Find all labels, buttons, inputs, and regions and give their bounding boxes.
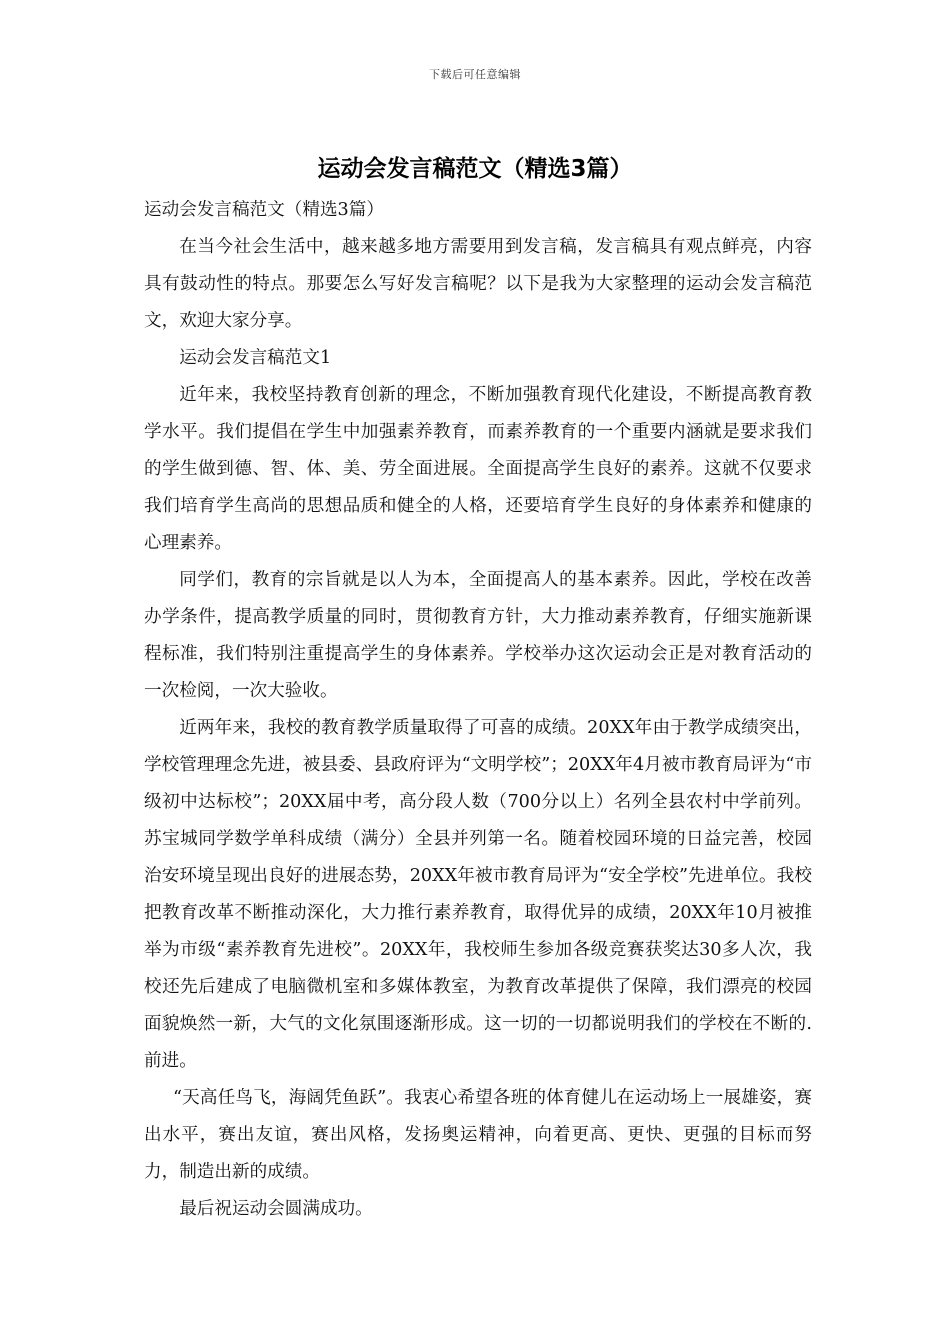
closing-paragraph: 最后祝运动会圆满成功。 xyxy=(179,1199,373,1219)
document-subtitle: 运动会发言稿范文（精选3篇） xyxy=(144,200,384,220)
section-heading: 运动会发言稿范文1 xyxy=(179,348,332,368)
header-note: 下载后可任意编辑 xyxy=(429,68,521,81)
document-title: 运动会发言稿范文（精选3篇） xyxy=(317,156,633,182)
body-paragraph: “天高任鸟飞，海阔凭鱼跃”。我衷心希望各班的体育健儿在运动场上一展雄姿，赛出水平，赛出友谊，赛出风格，发扬奥运精神，向着更高、更快、更强的目标而努力，制造出新的成绩。 xyxy=(144,1088,812,1182)
body-paragraph: 近两年来，我校的教育教学质量取得了可喜的成绩。20XX年由于教学成绩突出，学校管理理念先进，被县委、县政府评为“文明学校”；20XX年4月被市教育局评为“市级初中达标校”；20XX届中考，高分段人数（700分以上）名列全县农村中学前列。苏宝城同学数学单科成绩（满分）全县并列第一名。随着校园环境的日益完善，校园治安环境呈现出良好的进展态势，20XX年被市教育局评为“安全学校”先进单位。我校把教育改革不断推动深化，大力推行素养教育，取得优异的成绩，20XX年10月被推举为市级“素养教育先进校”。20XX年，我校师生参加各级竞赛获奖达30多人次，我校还先后建成了电脑微机室和多媒体教室，为教育改革提供了保障，我们漂亮的校园面貌焕然一新，大气的文化氛围逐渐形成。这一切的一切都说明我们的学校在不断的.前进。 xyxy=(144,718,812,1071)
body-paragraph: 近年来，我校坚持教育创新的理念，不断加强教育现代化建设，不断提高教育教学水平。我们提倡在学生中加强素养教育，而素养教育的一个重要内涵就是要求我们的学生做到德、智、体、美、劳全面进展。全面提高学生良好的素养。这就不仅要求我们培育学生高尚的思想品质和健全的人格，还要培育学生良好的身体素养和健康的心理素养。 xyxy=(144,385,812,553)
document-body xyxy=(144,192,812,1228)
intro-paragraph: 在当今社会生活中，越来越多地方需要用到发言稿，发言稿具有观点鲜亮，内容具有鼓动性的特点。那要怎么写好发言稿呢？以下是我为大家整理的运动会发言稿范文，欢迎大家分享。 xyxy=(144,237,812,331)
body-paragraph: 同学们，教育的宗旨就是以人为本，全面提高人的基本素养。因此，学校在改善办学条件，提高教学质量的同时，贯彻教育方针，大力推动素养教育，仔细实施新课程标准，我们特别注重提高学生的身体素养。学校举办这次运动会正是对教育活动的一次检阅，一次大验收。 xyxy=(144,570,812,701)
